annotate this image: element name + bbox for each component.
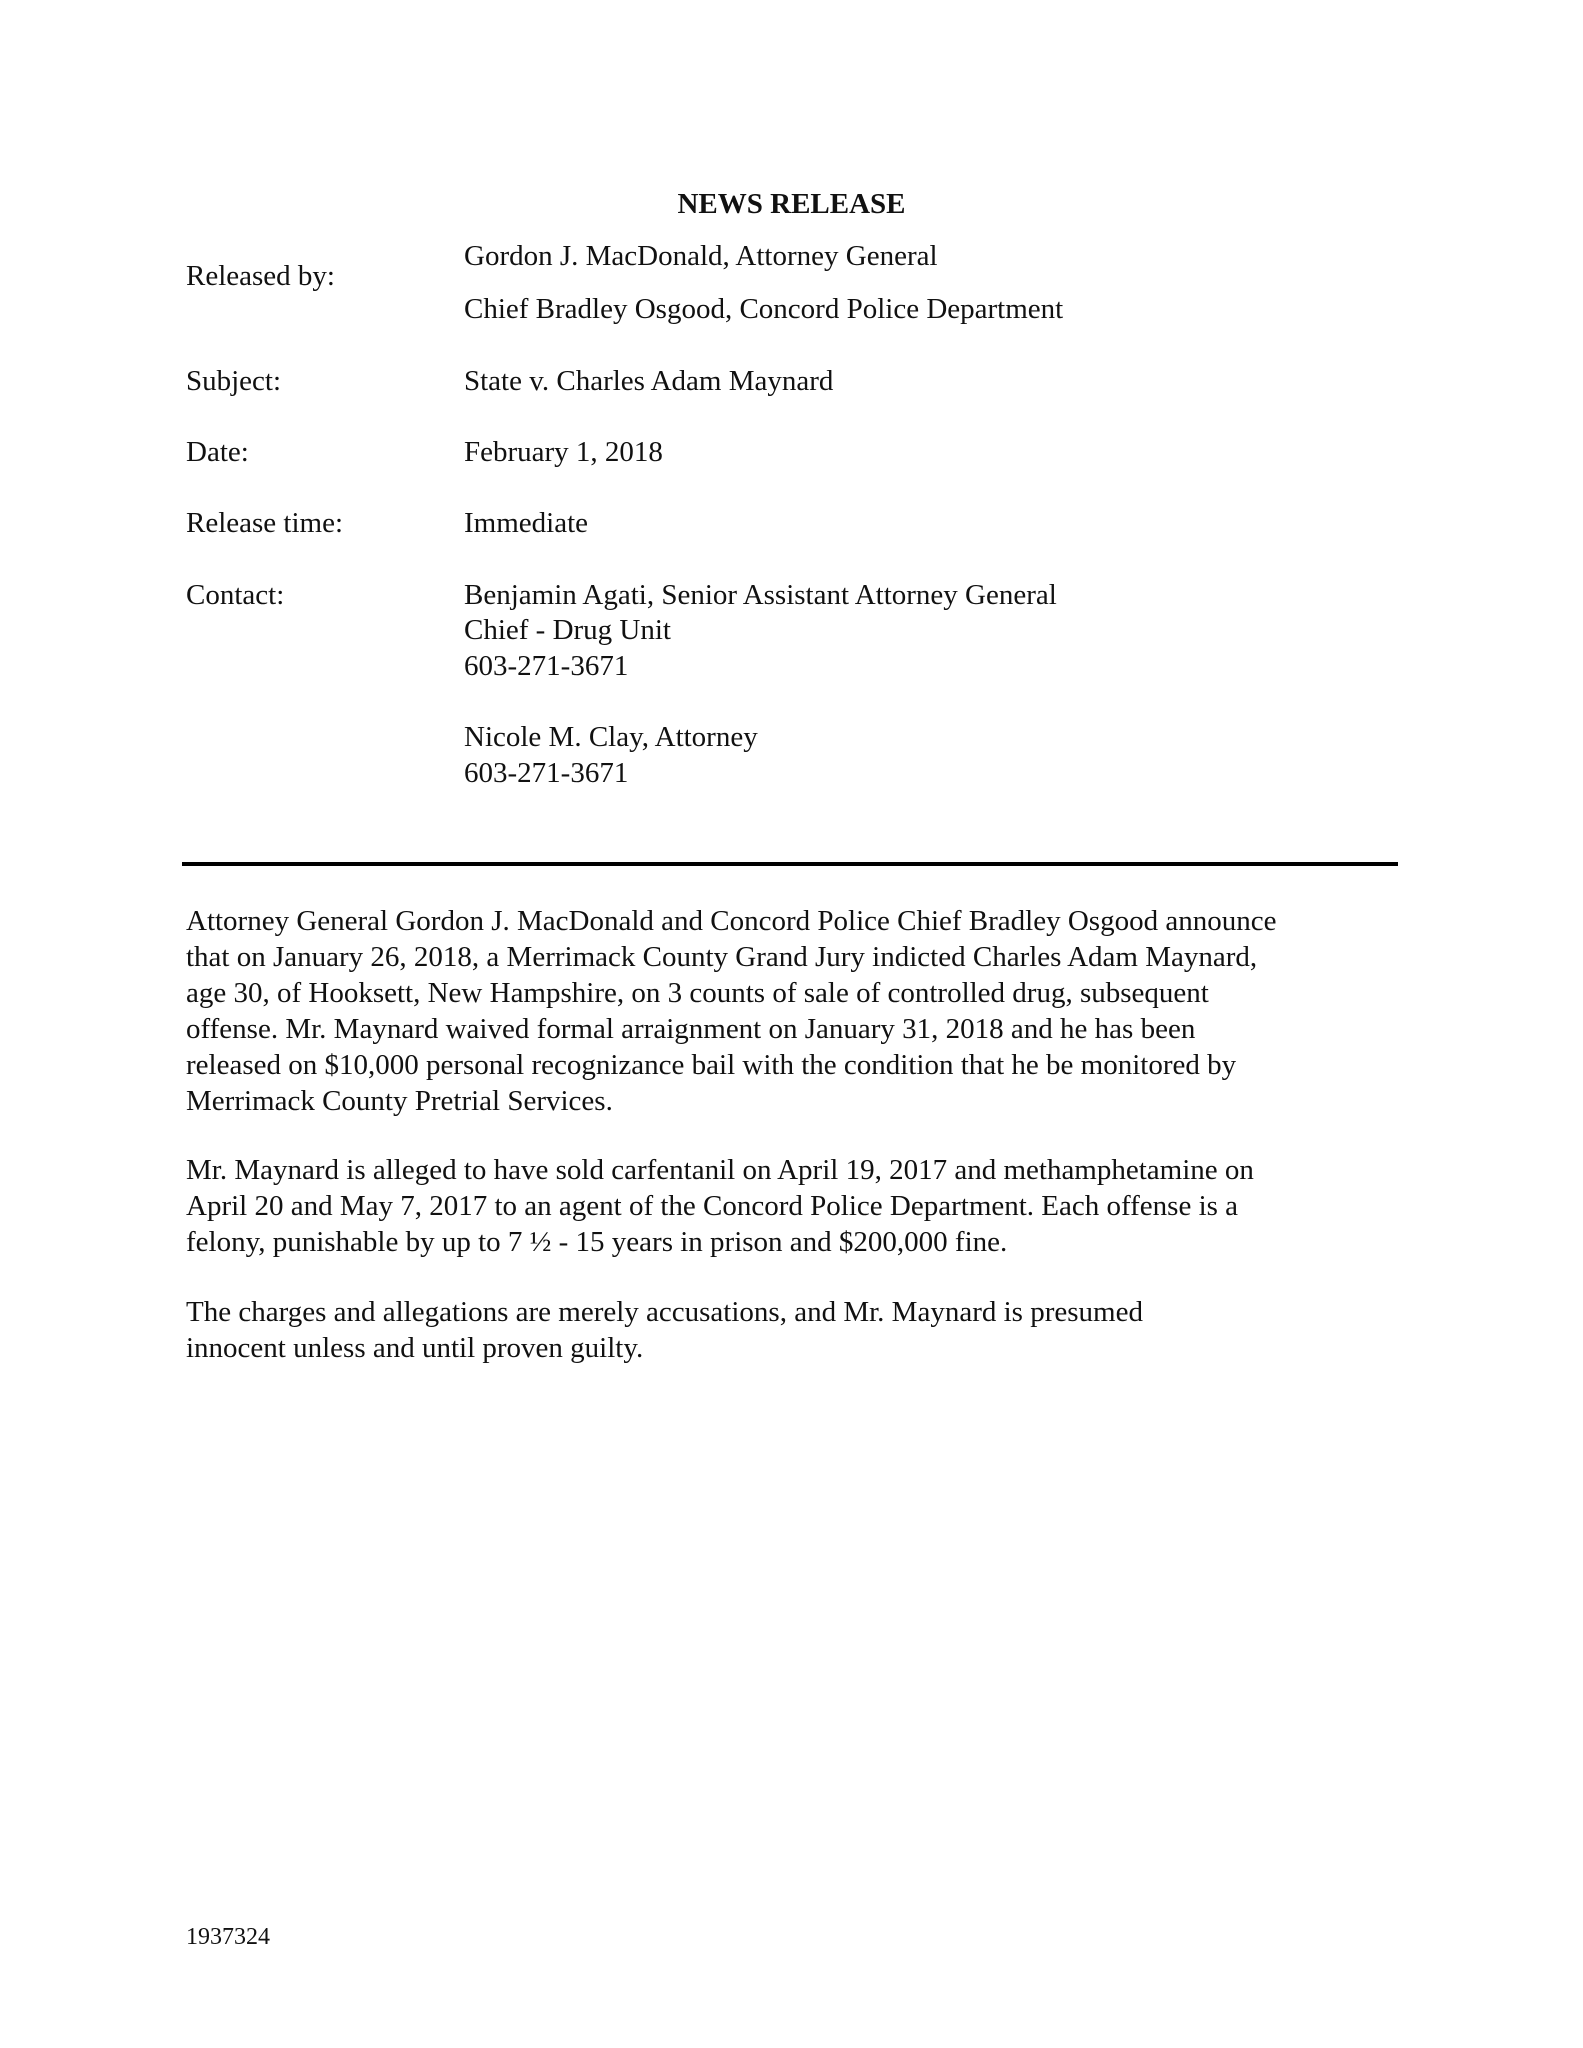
subject-value: State v. Charles Adam Maynard [464,365,834,397]
release-time-value: Immediate [464,507,589,539]
contact-1-title: Chief - Drug Unit [464,614,671,646]
released-by-label: Released by: [186,260,335,292]
body-line: Mr. Maynard is alleged to have sold carfentanil on April 19, 2017 and methamphetamine on [186,1154,1254,1186]
date-value: February 1, 2018 [464,436,663,468]
body-line: released on $10,000 personal recognizance bail with the condition that he be monitored by [186,1049,1237,1081]
contact-label: Contact: [186,579,285,611]
subject-label: Subject: [186,365,282,397]
contact-2-phone: 603-271-3671 [464,757,629,789]
contact-1-name: Benjamin Agati, Senior Assistant Attorney General [464,579,1057,611]
body-line: offense. Mr. Maynard waived formal arraignment on January 31, 2018 and he has been [186,1013,1196,1045]
body-line: Merrimack County Pretrial Services. [186,1085,613,1117]
released-by-value-1: Gordon J. MacDonald, Attorney General [464,240,938,272]
body-line: that on January 26, 2018, a Merrimack County Grand Jury indicted Charles Adam Maynard, [186,941,1258,973]
body-line: felony, punishable by up to 7 ½ - 15 years in prison and $200,000 fine. [186,1226,1008,1258]
contact-2-name: Nicole M. Clay, Attorney [464,721,758,753]
body-paragraph-3 [186,1294,1376,1366]
page-title [0,188,1583,221]
released-by-value-2: Chief Bradley Osgood, Concord Police Department [464,293,1064,325]
body-line: Attorney General Gordon J. MacDonald and Concord Police Chief Bradley Osgood announce [186,905,1277,937]
body-paragraph-1 [186,903,1376,1119]
body-line: innocent unless and until proven guilty. [186,1332,644,1364]
body-line: The charges and allegations are merely accusations, and Mr. Maynard is presumed [186,1296,1143,1328]
date-label: Date: [186,436,249,468]
body-line: April 20 and May 7, 2017 to an agent of the Concord Police Department. Each offense is a [186,1190,1239,1222]
document-id: 1937324 [186,1924,270,1950]
horizontal-divider [182,862,1398,866]
body-paragraph-2 [186,1152,1376,1260]
body-line: age 30, of Hooksett, New Hampshire, on 3 counts of sale of controlled drug, subsequent [186,977,1209,1009]
contact-1-phone: 603-271-3671 [464,650,629,682]
title-text: NEWS RELEASE [677,188,906,220]
release-time-label: Release time: [186,507,344,539]
